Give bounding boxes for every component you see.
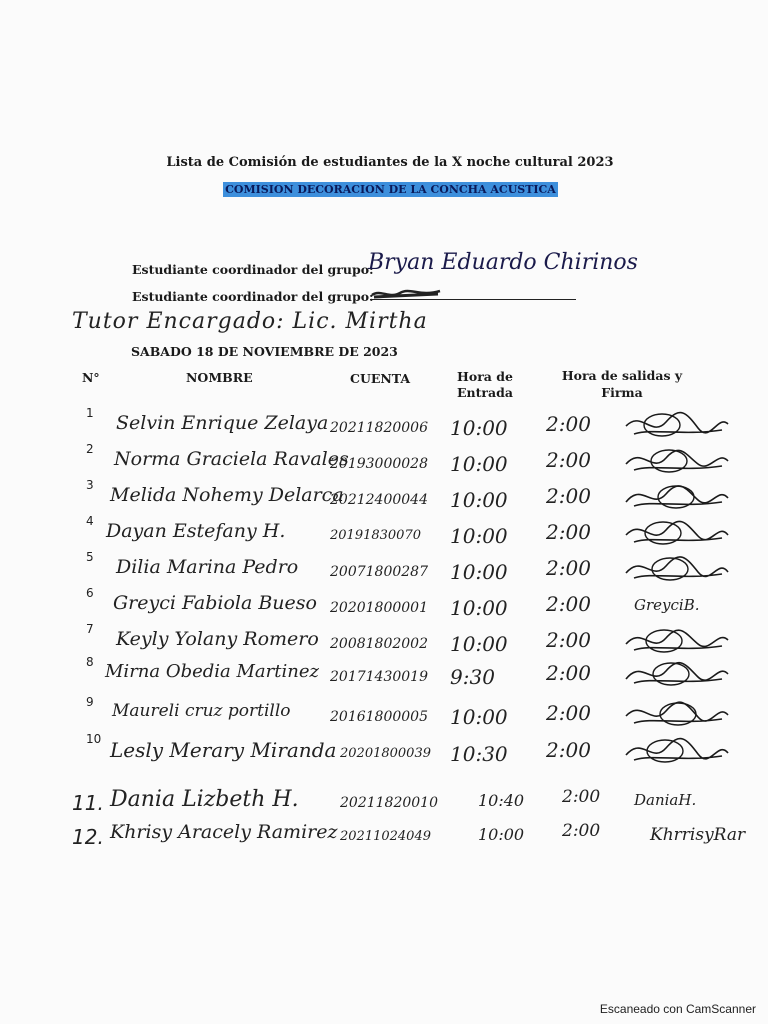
student-cuenta: 20211820010 <box>340 795 438 811</box>
entrada-time: 10:00 <box>450 488 508 512</box>
student-cuenta: 20171430019 <box>330 669 428 685</box>
student-name: Dania Lizbeth H. <box>110 787 299 812</box>
signature-scribble <box>622 480 732 514</box>
student-name: Khrisy Aracely Ramirez <box>110 821 338 843</box>
student-name: Greyci Fabiola Bueso <box>113 592 317 614</box>
entrada-time: 10:00 <box>450 524 508 548</box>
student-cuenta: 20071800287 <box>330 564 428 580</box>
row-number: 7 <box>86 622 94 636</box>
student-cuenta: 20201800001 <box>330 600 428 616</box>
entrada-time: 10:40 <box>478 791 525 810</box>
salida-time: 2:00 <box>562 787 601 807</box>
document-title: Lista de Comisión de estudiantes de la X noche cultural 2023 <box>166 155 614 170</box>
salida-time: 2:00 <box>546 448 591 472</box>
signature-scribble <box>622 734 732 768</box>
student-cuenta: 20161800005 <box>330 709 428 725</box>
signature-text: DaniaH. <box>634 791 697 809</box>
student-cuenta: 20193000028 <box>330 456 428 472</box>
header-salida: Hora de salidas y Firma <box>561 368 683 400</box>
row-number: 4 <box>86 514 94 528</box>
coordinator-value-1: Bryan Eduardo Chirinos <box>368 250 638 275</box>
coordinator-label-1: Estudiante coordinador del grupo: <box>132 262 374 277</box>
signature-scribble <box>622 444 732 478</box>
row-number: 8 <box>86 655 94 669</box>
row-number: 1 <box>86 406 94 420</box>
signature-text: GreyciB. <box>634 596 700 614</box>
signature-scribble <box>622 408 732 442</box>
entrada-time: 10:00 <box>450 560 508 584</box>
salida-time: 2:00 <box>546 592 591 616</box>
student-name: Mirna Obedia Martinez <box>105 661 319 682</box>
header-entrada: Hora de Entrada <box>457 369 513 400</box>
crossed-out-scribble <box>370 285 442 301</box>
entrada-time: 10:00 <box>478 825 525 844</box>
signature-text: KhrrisyRar <box>650 825 746 845</box>
header-num: N° <box>82 370 100 385</box>
signature-scribble <box>622 624 732 658</box>
salida-time: 2:00 <box>562 821 601 841</box>
salida-time: 2:00 <box>546 520 591 544</box>
coordinator-label-2: Estudiante coordinador del grupo: <box>132 289 374 304</box>
scanner-watermark: Escaneado con CamScanner <box>599 1002 756 1016</box>
student-name: Dayan Estefany H. <box>106 520 286 542</box>
salida-time: 2:00 <box>546 556 591 580</box>
entrada-time: 10:30 <box>450 742 508 766</box>
signature-scribble <box>622 697 732 731</box>
student-name: Maureli cruz portillo <box>112 701 291 721</box>
header-cuenta: CUENTA <box>350 371 411 386</box>
student-cuenta: 20201800039 <box>340 746 431 761</box>
entrada-time: 10:00 <box>450 632 508 656</box>
row-number: 5 <box>86 550 94 564</box>
salida-time: 2:00 <box>546 412 591 436</box>
signature-scribble <box>622 516 732 550</box>
salida-time: 2:00 <box>546 484 591 508</box>
entrada-time: 10:00 <box>450 596 508 620</box>
student-cuenta: 20211024049 <box>340 829 431 844</box>
row-number: 2 <box>86 442 94 456</box>
student-name: Selvin Enrique Zelaya <box>116 412 329 434</box>
student-name: Lesly Merary Miranda <box>110 738 337 762</box>
salida-time: 2:00 <box>546 738 591 762</box>
header-name: NOMBRE <box>186 370 253 385</box>
row-number: 11. <box>72 791 104 815</box>
row-number: 10 <box>86 732 102 746</box>
student-name: Dilia Marina Pedro <box>116 556 299 578</box>
row-number: 9 <box>86 695 94 709</box>
event-date: SABADO 18 DE NOVIEMBRE DE 2023 <box>131 344 398 359</box>
student-name: Norma Graciela Ravales <box>114 448 349 470</box>
student-name: Melida Nohemy Delarca <box>110 484 344 506</box>
salida-time: 2:00 <box>546 628 591 652</box>
student-cuenta: 20211820006 <box>330 420 428 436</box>
row-number: 3 <box>86 478 94 492</box>
entrada-time: 10:00 <box>450 705 508 729</box>
signature-scribble <box>622 657 732 691</box>
salida-time: 2:00 <box>546 701 591 725</box>
row-number: 6 <box>86 586 94 600</box>
tutor-line: Tutor Encargado: Lic. Mirtha <box>72 309 428 334</box>
student-cuenta: 20191830070 <box>330 528 421 543</box>
entrada-time: 10:00 <box>450 452 508 476</box>
student-cuenta: 20212400044 <box>330 492 428 508</box>
salida-time: 2:00 <box>546 661 591 685</box>
student-cuenta: 20081802002 <box>330 636 428 652</box>
entrada-time: 10:00 <box>450 416 508 440</box>
signature-scribble <box>622 552 732 586</box>
entrada-time: 9:30 <box>450 665 495 689</box>
committee-subtitle: COMISION DECORACION DE LA CONCHA ACUSTICA <box>223 182 558 197</box>
row-number: 12. <box>72 825 104 849</box>
student-name: Keyly Yolany Romero <box>116 628 319 650</box>
